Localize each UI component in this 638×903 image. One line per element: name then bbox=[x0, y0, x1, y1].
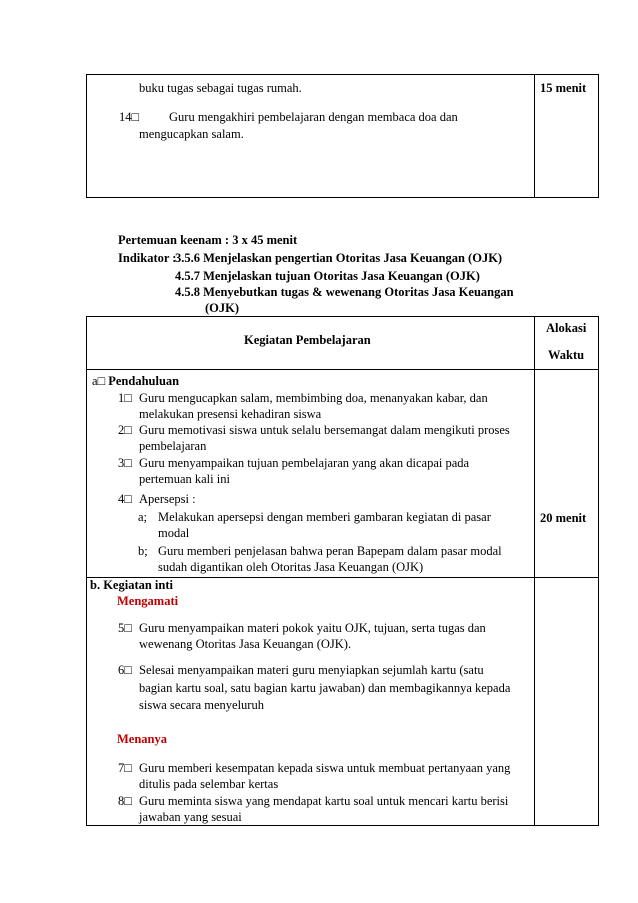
item-6-line-1: Selesai menyampaikan materi guru menyiapkan sejumlah kartu (satu bbox=[139, 663, 484, 677]
mengamati-heading: Mengamati bbox=[117, 594, 179, 608]
sub-b-mark: b; bbox=[138, 544, 148, 558]
item-1-line-2: melakukan presensi kehadiran siswa bbox=[139, 407, 322, 421]
item-5-number: 5□ bbox=[118, 621, 132, 635]
item-7-line-1: Guru memberi kesempatan kepada siswa untuk membuat pertanyaan yang bbox=[139, 761, 511, 775]
pendahuluan-time: 20 menit bbox=[540, 511, 587, 525]
box-glyph-icon: □ bbox=[124, 621, 132, 635]
indicator-2: 4.5.7 Menjelaskan tujuan Otoritas Jasa Keuangan (OJK) bbox=[175, 269, 480, 283]
inti-heading: b. Kegiatan inti bbox=[90, 578, 173, 592]
item-4-line-1: Apersepsi : bbox=[139, 492, 196, 506]
box-glyph-icon: □ bbox=[124, 456, 132, 470]
step-14-number: 14□ bbox=[119, 110, 140, 124]
item-2-number: 2□ bbox=[118, 423, 132, 437]
header-alloc-2: Waktu bbox=[548, 348, 585, 362]
indicator-3-cont: (OJK) bbox=[205, 301, 240, 315]
top-table-divider bbox=[534, 74, 535, 198]
top-time: 15 menit bbox=[540, 81, 587, 95]
item-3-line-1: Guru menyampaikan tujuan pembelajaran yang akan dicapai pada bbox=[139, 456, 470, 470]
box-glyph-icon: □ bbox=[124, 492, 132, 506]
sub-b-line-2: sudah digantikan oleh Otoritas Jasa Keuangan (OJK) bbox=[158, 560, 424, 574]
item-8-number: 8□ bbox=[118, 794, 132, 808]
item-2-line-1: Guru memotivasi siswa untuk selalu bersemangat dalam mengikuti proses bbox=[139, 423, 510, 437]
box-glyph-icon: □ bbox=[124, 423, 132, 437]
item-8-line-1: Guru meminta siswa yang mendapat kartu soal untuk mencari kartu berisi bbox=[139, 794, 509, 808]
box-glyph-icon: □ bbox=[131, 110, 140, 124]
main-table-divider bbox=[534, 316, 535, 826]
header-activity: Kegiatan Pembelajaran bbox=[244, 333, 371, 347]
step-14-line-2: mengucapkan salam. bbox=[139, 127, 244, 141]
step-14-line-1: Guru mengakhiri pembelajaran dengan membaca doa dan bbox=[169, 110, 458, 124]
item-6-line-2: bagian kartu soal, satu bagian kartu jawaban) dan membagikannya kepada bbox=[139, 681, 511, 695]
sub-a-mark: a; bbox=[138, 510, 148, 524]
header-alloc-1: Alokasi bbox=[546, 321, 587, 335]
pendahuluan-heading: a□ Pendahuluan bbox=[92, 374, 180, 388]
item-4-number: 4□ bbox=[118, 492, 132, 506]
item-6-number: 6□ bbox=[118, 663, 132, 677]
indicator-label: Indikator : bbox=[118, 251, 177, 265]
item-5-line-1: Guru menyampaikan materi pokok yaitu OJK, tujuan, serta tugas dan bbox=[139, 621, 486, 635]
item-8-line-2: jawaban yang sesuai bbox=[139, 810, 242, 824]
sub-b-line-1: Guru memberi penjelasan bahwa peran Bapepam dalam pasar modal bbox=[158, 544, 502, 558]
indicator-1: 3.5.6 Menjelaskan pengertian Otoritas Jasa Keuangan (OJK) bbox=[175, 251, 503, 265]
item-1-number: 1□ bbox=[118, 391, 132, 405]
box-glyph-icon: □ bbox=[124, 663, 132, 677]
top-line-1: buku tugas sebagai tugas rumah. bbox=[139, 81, 302, 95]
box-glyph-icon: □ bbox=[124, 794, 132, 808]
box-glyph-icon: □ bbox=[97, 374, 106, 388]
item-3-line-2: pertemuan kali ini bbox=[139, 472, 230, 486]
item-1-line-1: Guru mengucapkan salam, membimbing doa, menanyakan kabar, dan bbox=[139, 391, 488, 405]
box-glyph-icon: □ bbox=[124, 761, 132, 775]
header-row-border bbox=[86, 369, 599, 370]
meeting-title: Pertemuan keenam : 3 x 45 menit bbox=[118, 233, 298, 247]
box-glyph-icon: □ bbox=[124, 391, 132, 405]
menanya-heading: Menanya bbox=[117, 732, 167, 746]
item-2-line-2: pembelajaran bbox=[139, 439, 207, 453]
item-6-line-3: siswa secara menyeluruh bbox=[139, 698, 264, 712]
sub-a-line-2: modal bbox=[158, 526, 190, 540]
item-5-line-2: wewenang Otoritas Jasa Keuangan (OJK). bbox=[139, 637, 352, 651]
item-7-line-2: ditulis pada selembar kertas bbox=[139, 777, 279, 791]
sub-a-line-1: Melakukan apersepsi dengan memberi gambaran kegiatan di pasar bbox=[158, 510, 491, 524]
item-7-number: 7□ bbox=[118, 761, 132, 775]
indicator-3: 4.5.8 Menyebutkan tugas & wewenang Otoritas Jasa Keuangan bbox=[175, 285, 514, 299]
item-3-number: 3□ bbox=[118, 456, 132, 470]
